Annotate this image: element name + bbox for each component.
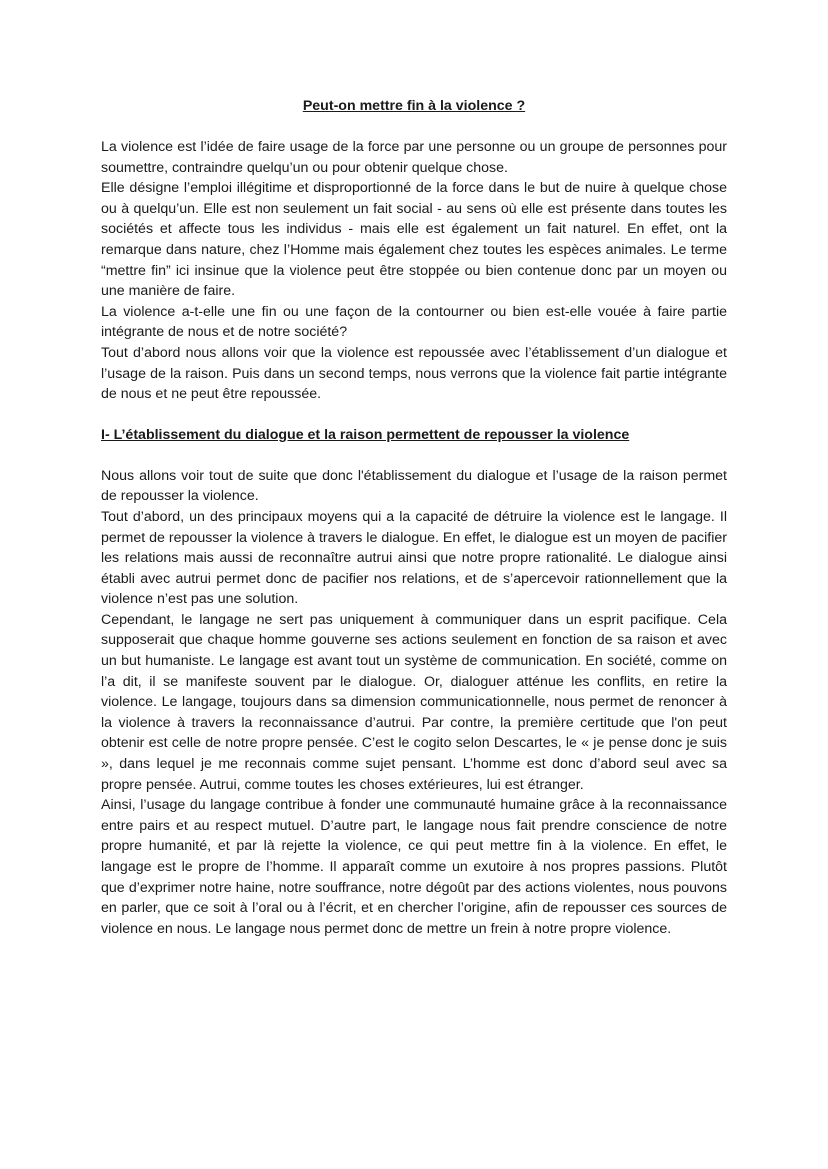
section-1-paragraph: Tout d’abord, un des principaux moyens qui a la capacité de détruire la violence est le langage. Il permet de repousser la violence à travers le dialogue. En effet, le dialogue est un moyen de pacifier les relations mais aussi de reconnaître autrui ainsi que notre propre rationalité. Le dialogue ainsi établi avec autrui permet donc de pacifier nos relations, et de s’apercevoir rationnellement que la violence n’est pas une solution. — [101, 508, 727, 608]
document-title: Peut-on mettre fin à la violence ? — [302, 98, 526, 114]
intro-paragraph-plan: Tout d’abord nous allons voir que la violence est repoussée avec l’établissement d’un dialogue et l’usage de la raison. Puis dans un second temps, nous verrons que la violence fait partie intégrante de nous et ne peut être repoussée. — [101, 344, 727, 403]
section-1-body — [101, 466, 727, 940]
intro-paragraph-analysis: Elle désigne l’emploi illégitime et disproportionné de la force dans le but de nuire à quelque chose ou à quelqu’un. Elle est non seulement un fait social - au sens où elle est présente dans toutes les sociétés et affecte tous les individus - mais elle est également un fait naturel. En effet, ont la remarque dans nature, chez l’Homme mais également chez toutes les espèces animales. Le terme “mettre fin” ici insinue que la violence peut être stoppée ou bien contenue donc par un moyen ou une manière de faire. — [101, 180, 727, 300]
section-1-paragraph: Nous allons voir tout de suite que donc l'établissement du dialogue et l’usage de la raison permet de repousser la violence. — [101, 467, 727, 505]
section-1-heading: I- L’établissement du dialogue et la raison permettent de repousser la violence — [101, 426, 630, 443]
section-1-paragraph: Ainsi, l’usage du langage contribue à fonder une communauté humaine grâce à la reconnaissance entre pairs et au respect mutuel. D’autre part, le langage nous fait prendre conscience de notre propre humanité, et par là rejette la violence, ce qui peut mettre fin à la violence. En effet, le langage est le propre de l’homme. Il apparaît comme un exutoire à nos propres passions. Plutôt que d’exprimer notre haine, notre souffrance, notre dégoût par des actions violentes, nous pouvons en parler, que ce soit à l’oral ou à l’écrit, et en chercher l’origine, afin de repousser ces sources de violence en nous. Le langage nous permet donc de mettre un frein à notre propre violence. — [101, 797, 727, 937]
document-page — [101, 96, 727, 939]
intro-paragraph-definition: La violence est l’idée de faire usage de la force par une personne ou un groupe de personnes pour soumettre, contraindre quelqu’un ou pour obtenir quelque chose. — [101, 139, 727, 176]
intro-paragraph-problem: La violence a-t-elle une fin ou une façon de la contourner ou bien est-elle vouée à faire partie intégrante de nous et de notre société? — [101, 303, 727, 341]
introduction — [101, 137, 727, 405]
section-1-paragraph: Cependant, le langage ne sert pas uniquement à communiquer dans un esprit pacifique. Cela supposerait que chaque homme gouverne ses actions seulement en fonction de sa raison et avec un but humaniste. Le langage est avant tout un système de communication. En société, comme on l’a dit, il se manifeste souvent par le dialogue. Or, dialoguer atténue les conflits, en retire la violence. Le langage, toujours dans sa dimension communicationnelle, nous permet de renoncer à la violence à travers la reconnaissance d’autrui. Par contre, la première certitude que l'on peut obtenir est celle de notre propre pensée. C’est le cogito selon Descartes, le « je pense donc je suis », dans lequel je me reconnais comme sujet pensant. L’homme est donc d’abord seul avec sa propre pensée. Autrui, comme toutes les choses extérieures, lui est étranger. — [101, 611, 727, 793]
